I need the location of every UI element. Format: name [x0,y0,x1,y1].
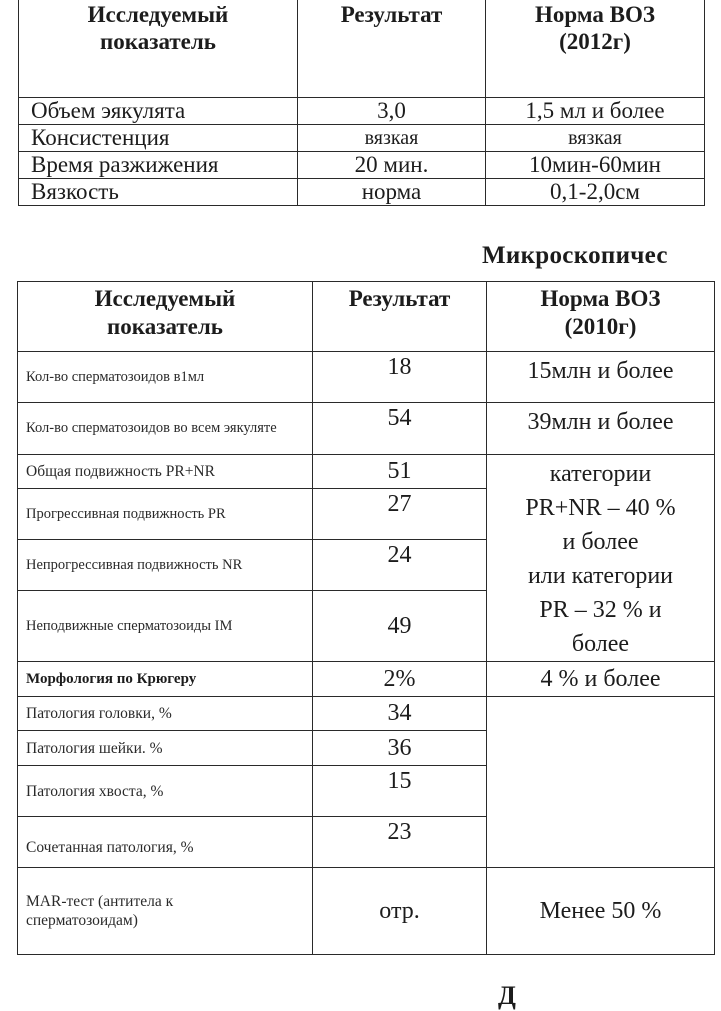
parameter-cell: Объем эякулята [19,98,298,125]
table-row [18,868,715,955]
header-result: Результат [298,0,486,98]
footer-heading-fragment: Д [498,981,516,1010]
result-cell: 54 [313,403,487,455]
norm-cell: 10мин-60мин [486,152,705,179]
parameter-cell: Время разжижения [19,152,298,179]
header-norm: Норма ВОЗ (2010г) [487,282,715,352]
table-row [18,352,715,403]
norm-cell: Менее 50 % [487,868,715,955]
parameter-cell: Прогрессивная подвижность PR [18,489,313,539]
parameter-cell: Патология шейки. % [18,731,313,766]
motility-norm-cell: категории PR+NR – 40 % и более или категории PR – 32 % и более [487,455,715,662]
table-row [18,455,715,489]
parameter-cell: Сочетанная патология, % [18,817,313,868]
result-cell: 49 [313,591,487,662]
table-row [18,403,715,455]
macroscopic-table [18,0,705,206]
table-row [19,179,705,206]
norm-cell: 4 % и более [487,662,715,697]
norm-cell: вязкая [486,125,705,152]
parameter-cell: Патология хвоста, % [18,766,313,817]
section-heading-microscopic: Микроскопичес [482,242,668,269]
parameter-cell: MAR-тест (антитела к сперматозоидам) [18,868,313,955]
table-row [18,697,715,731]
result-cell: отр. [313,868,487,955]
parameter-cell: Кол-во сперматозоидов во всем эякуляте [18,403,313,455]
header-result: Результат [313,282,487,352]
table-row [19,98,705,125]
microscopic-table [17,281,715,955]
result-cell: 34 [313,697,487,731]
result-cell: 15 [313,766,487,817]
empty-norm-cell [487,697,715,868]
parameter-cell: Морфология по Крюгеру [18,662,313,697]
table-row [19,152,705,179]
result-cell: 23 [313,817,487,868]
result-cell: 36 [313,731,487,766]
parameter-cell: Неподвижные сперматозоиды IM [18,591,313,662]
norm-cell: 39млн и более [487,403,715,455]
result-cell: норма [298,179,486,206]
parameter-cell: Общая подвижность PR+NR [18,455,313,489]
table-row [18,662,715,697]
result-cell: 18 [313,352,487,403]
result-cell: 3,0 [298,98,486,125]
parameter-cell: Консистенция [19,125,298,152]
result-cell: вязкая [298,125,486,152]
result-cell: 51 [313,455,487,489]
header-parameter: Исследуемый показатель [18,282,313,352]
header-norm: Норма ВОЗ (2012г) [486,0,705,98]
parameter-cell: Непрогрессивная подвижность NR [18,539,313,590]
table-header-row [18,282,715,352]
parameter-cell: Кол-во сперматозоидов в1мл [18,352,313,403]
header-parameter: Исследуемый показатель [19,0,298,98]
parameter-cell: Вязкость [19,179,298,206]
parameter-cell: Патология головки, % [18,697,313,731]
result-cell: 20 мин. [298,152,486,179]
result-cell: 2% [313,662,487,697]
norm-cell: 15млн и более [487,352,715,403]
result-cell: 24 [313,539,487,590]
table-header-row [19,0,705,98]
norm-cell: 0,1-2,0см [486,179,705,206]
result-cell: 27 [313,489,487,539]
norm-cell: 1,5 мл и более [486,98,705,125]
table-row [19,125,705,152]
